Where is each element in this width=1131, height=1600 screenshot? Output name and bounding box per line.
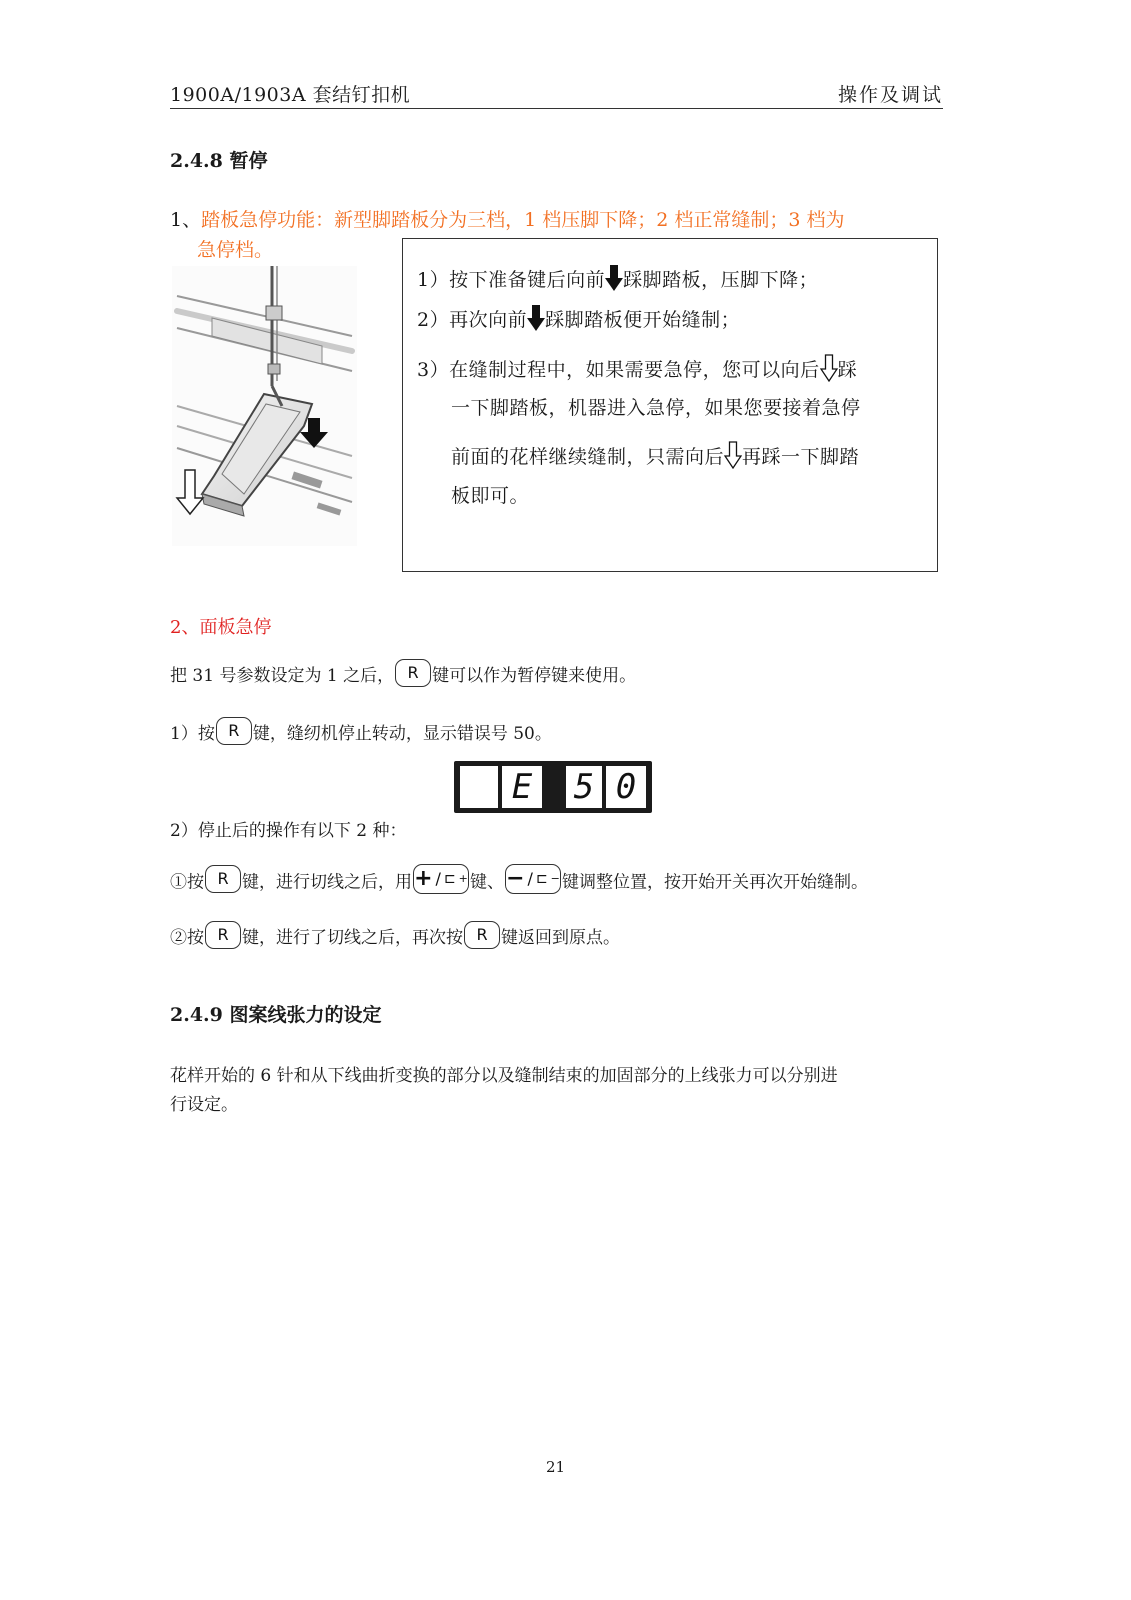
box-step2-text-a: 2）再次向前 (417, 309, 528, 331)
box-step3-line3 (451, 442, 859, 472)
hollow-down-arrow-icon (820, 354, 838, 382)
item2-step1-text-b: 键，缝纫机停止转动，显示错误号 50。 (252, 724, 552, 744)
item1-prefix: 1、 (170, 209, 202, 231)
minus-key-icon (505, 864, 561, 894)
box-step3-line4: 板即可。 (451, 485, 530, 507)
display-digit-2: E (502, 766, 542, 808)
section-249-body-line2: 行设定。 (170, 1095, 238, 1115)
box-step3-line3-text-b: 再踩一下脚踏 (742, 446, 860, 468)
section-title-2-4-8: 2.4.8 暂停 (170, 150, 268, 172)
item2-step2: 2）停止后的操作有以下 2 种： (170, 821, 407, 841)
section-249-body-line1: 花样开始的 6 针和从下线曲折变换的部分以及缝制结束的加固部分的上线张力可以分别进 (170, 1066, 838, 1086)
solid-down-arrow-icon (605, 265, 623, 291)
minus-key-sup: − (550, 872, 560, 885)
box-step2-text-b: 踩脚踏板便开始缝制； (545, 309, 741, 331)
item1-title (170, 206, 844, 234)
box-step1-text-a: 1）按下准备键后向前 (417, 269, 606, 291)
box-step3-line2: 一下脚踏板，机器进入急停，如果您要接着急停 (451, 397, 861, 419)
r-key-icon: R (464, 921, 500, 949)
plus-key-sup: + (458, 872, 468, 885)
minus-key-slash: / (527, 869, 533, 888)
r-key-icon: R (395, 659, 431, 687)
box-step1 (417, 265, 818, 294)
display-digit-1 (460, 766, 498, 808)
item2-title: 2、面板急停 (170, 617, 272, 638)
r-key-icon: R (205, 865, 241, 893)
option2-text-b: 键，进行了切线之后，再次按 (242, 928, 463, 948)
header-title: 1900A/1903A 套结钉扣机 (170, 84, 411, 106)
pedal-illustration (172, 266, 357, 546)
box-step3-text-b: 踩 (837, 359, 858, 381)
option2-text-a: ②按 (170, 928, 204, 948)
option2-text-c: 键返回到原点。 (501, 928, 620, 948)
box-step3 (417, 355, 857, 385)
item1-title-line1: 踏板急停功能：新型脚踏板分为三档，1 档压脚下降；2 档正常缝制；3 档为 (201, 209, 845, 231)
plus-key-sign: + (414, 866, 433, 891)
item2-intro-text-b: 键可以作为暂停键来使用。 (432, 666, 637, 686)
header-chapter: 操作及调试 (837, 84, 943, 106)
item2-option2 (170, 924, 620, 953)
option1-text-c: 键、 (470, 872, 504, 893)
plus-key-glyph: ⊏ (443, 871, 456, 887)
item2-intro (170, 662, 636, 691)
r-key-icon: R (205, 921, 241, 949)
error-display (454, 761, 652, 813)
pedal-instruction-box (402, 238, 938, 572)
minus-key-glyph: ⊏ (535, 871, 548, 887)
item2-option1 (170, 868, 868, 898)
item2-intro-text-a: 把 31 号参数设定为 1 之后， (170, 666, 395, 686)
option1-text-a: ①按 (170, 872, 204, 893)
hollow-down-arrow-icon (724, 441, 742, 469)
minus-key-sign: − (506, 866, 525, 891)
solid-down-arrow-icon (527, 305, 545, 331)
display-digit-4: 0 (606, 766, 646, 808)
plus-key-slash: / (435, 869, 441, 888)
display-digit-3: 5 (566, 766, 602, 808)
box-step1-text-b: 踩脚踏板，压脚下降； (623, 269, 819, 291)
r-key-icon: R (216, 717, 252, 745)
option1-text-d: 键调整位置，按开始开关再次开始缝制。 (562, 872, 868, 893)
box-step2 (417, 305, 740, 334)
page-number: 21 (546, 1458, 566, 1476)
option1-text-b: 键，进行切线之后，用 (242, 872, 412, 893)
section-title-2-4-9: 2.4.9 图案线张力的设定 (170, 1004, 382, 1026)
plus-key-icon (413, 864, 469, 894)
box-step3-line3-text-a: 前面的花样继续缝制，只需向后 (451, 446, 725, 468)
box-step3-text-a: 3）在缝制过程中，如果需要急停，您可以向后 (417, 359, 820, 381)
item1-title-line2: 急停档。 (197, 239, 274, 261)
item2-step1 (170, 720, 552, 749)
header-rule (170, 108, 943, 109)
item2-step1-text-a: 1）按 (170, 724, 215, 744)
